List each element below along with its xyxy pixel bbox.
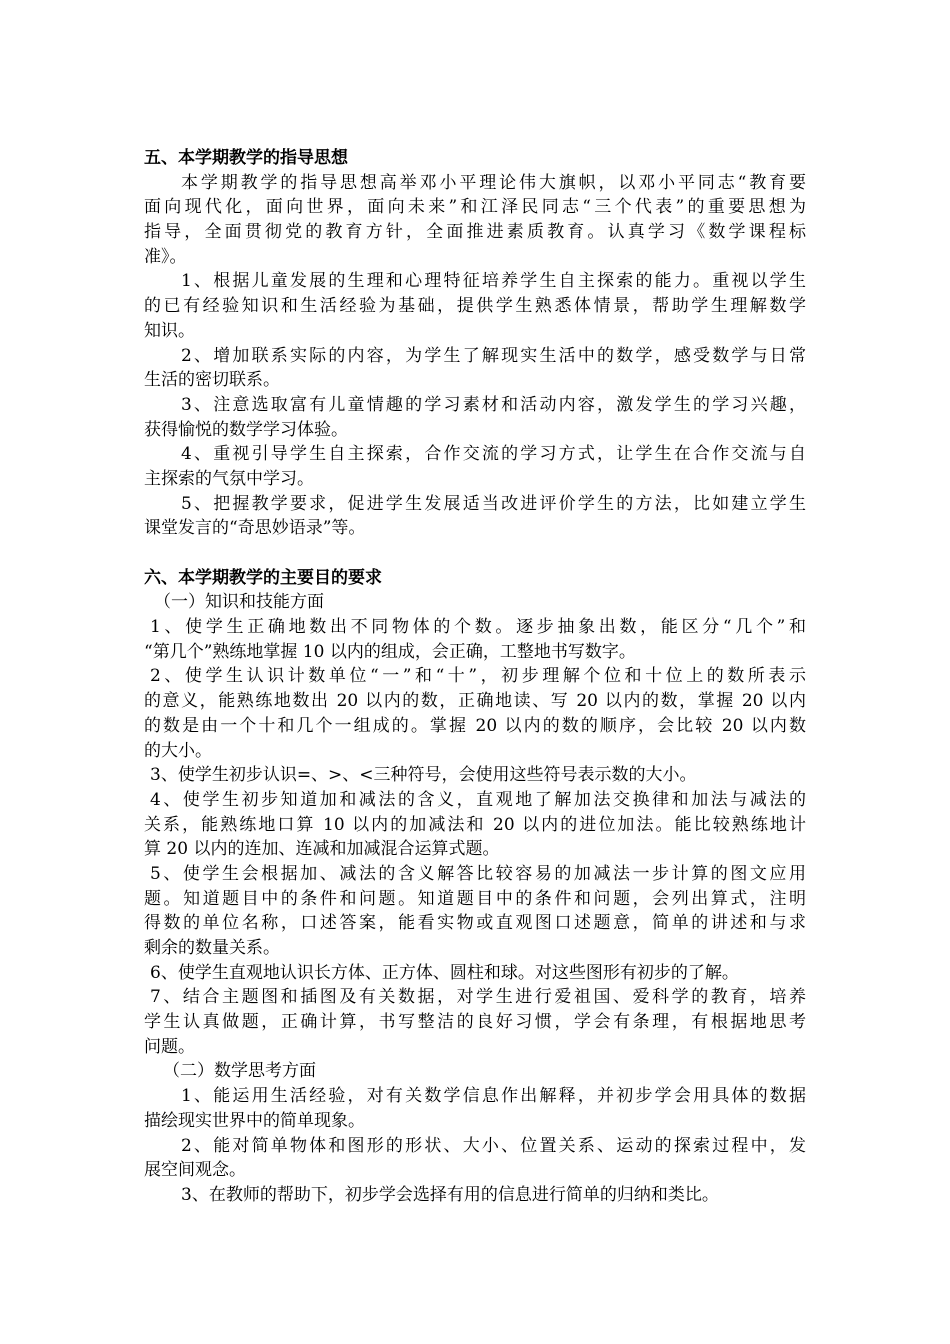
knowledge-item-4 [144, 788, 806, 862]
text-line: 3、注意选取富有儿童情趣的学习素材和活动内容，激发学生的学习兴趣， [181, 394, 806, 415]
text-line: 7、结合主题图和插图及有关数据，对学生进行爱祖国、爱科学的教育，培养 [150, 987, 806, 1008]
text-line: 的数是由一个十和几个一组成的。掌握 20 以内的数的顺序，会比较 20 以内数 [144, 715, 806, 736]
guideline-paragraph-4 [144, 442, 806, 491]
text-line: 3、使学生初步认识=、>、<三种符号，会使用这些符号表示数的大小。 [150, 765, 697, 786]
text-line: 得数的单位名称，口述答案，能看实物或直观图口述题意，简单的讲述和与求 [144, 913, 806, 934]
text-line: 学生认真做题，正确计算，书写整洁的良好习惯，学会有条理，有根据地思考 [144, 1012, 806, 1033]
knowledge-item-7 [144, 985, 806, 1059]
text-line: 指导，全面贯彻党的教育方针，全面推进素质教育。认真学习《数学课程标 [144, 222, 806, 243]
text-line: 6、使学生直观地认识长方体、正方体、圆柱和球。对这些图形有初步的了解。 [150, 962, 739, 983]
text-line: “第几个”熟练地掌握 10 以内的组成，会正确，工整地书写数字。 [144, 641, 636, 662]
knowledge-item-6 [144, 961, 806, 986]
guideline-paragraph-1 [144, 269, 806, 343]
text-line: 1、使学生正确地数出不同物体的个数。逐步抽象出数，能区分“几个”和 [150, 617, 806, 638]
text-line: 的意义，能熟练地数出 20 以内的数，正确地读、写 20 以内的数，掌握 20 以内 [144, 691, 806, 712]
text-line: 面向现代化，面向世界，面向未来”和江泽民同志“三个代表”的重要思想为 [144, 197, 806, 218]
text-line: 2、增加联系实际的内容，为学生了解现实生活中的数学，感受数学与日常 [181, 345, 806, 366]
text-line: 题。知道题目中的条件和问题。知道题目中的条件和问题，会列出算式，注明 [144, 888, 806, 909]
text-line: 生活的密切联系。 [144, 370, 280, 391]
text-line: 的大小。 [144, 740, 212, 761]
text-line: 1、能运用生活经验，对有关数学信息作出解释，并初步学会用具体的数据 [181, 1086, 806, 1107]
math-thinking-item-2 [144, 1134, 806, 1183]
text-line: 展空间观念。 [144, 1160, 246, 1181]
section-5-heading: 五、本学期教学的指导思想 [144, 148, 348, 168]
subsection-math-thinking-heading: （二）数学思考方面 [163, 1061, 316, 1082]
text-line: 2、使学生认识计数单位“一”和“十”，初步理解个位和十位上的数所表示 [150, 666, 806, 687]
knowledge-item-5 [144, 862, 806, 961]
text-line: 知识。 [144, 320, 195, 341]
text-line: 剩余的数量关系。 [144, 938, 280, 958]
math-thinking-item-1 [144, 1084, 806, 1133]
section-spacer [144, 541, 806, 566]
text-line: 本学期教学的指导思想高举邓小平理论伟大旗帜，以邓小平同志“教育要 [181, 172, 806, 193]
text-line: 描绘现实世界中的简单现象。 [144, 1110, 365, 1131]
text-line: 问题。 [144, 1036, 195, 1057]
math-thinking-item-3 [144, 1183, 806, 1208]
text-line: 4、使学生初步知道加和减法的含义，直观地了解加法交换律和加法与减法的 [150, 789, 806, 810]
knowledge-item-2 [144, 664, 806, 763]
text-line: 1、根据儿童发展的生理和心理特征培养学生自主探索的能力。重视以学生 [181, 271, 806, 292]
text-line: 获得愉悦的数学学习体验。 [144, 419, 348, 440]
text-line: 主探索的气氛中学习。 [144, 468, 314, 489]
text-line: 4、重视引导学生自主探索，合作交流的学习方式，让学生在合作交流与自 [181, 444, 806, 465]
text-line: 的已有经验知识和生活经验为基础，提供学生熟悉体情景，帮助学生理解数学 [144, 296, 806, 317]
text-line: 3、在教师的帮助下，初步学会选择有用的信息进行简单的归纳和类比。 [181, 1184, 719, 1205]
text-line: 5、把握教学要求，促进学生发展适当改进评价学生的方法，比如建立学生 [181, 493, 806, 514]
document-page [144, 146, 806, 1208]
section-5-intro-paragraph [144, 171, 806, 270]
subsection-knowledge-heading: （一）知识和技能方面 [154, 592, 324, 613]
text-line: 2、能对简单物体和图形的形状、大小、位置关系、运动的探索过程中，发 [181, 1135, 806, 1156]
knowledge-item-3 [144, 763, 806, 788]
section-6-heading: 六、本学期教学的主要目的要求 [144, 567, 382, 588]
knowledge-item-1 [144, 615, 806, 664]
guideline-paragraph-5 [144, 492, 806, 541]
text-line: 课堂发言的“奇思妙语录”等。 [144, 518, 366, 539]
text-line: 关系，能熟练地口算 10 以内的加减法和 20 以内的进位加法。能比较熟练地计 [144, 814, 806, 835]
text-line: 准》。 [144, 246, 187, 267]
text-line: 5、使学生会根据加、减法的含义解答比较容易的加减法一步计算的图文应用 [150, 863, 806, 884]
text-line: 算 20 以内的连加、连减和加减混合运算式题。 [144, 839, 500, 860]
guideline-paragraph-2 [144, 344, 806, 393]
guideline-paragraph-3 [144, 393, 806, 442]
